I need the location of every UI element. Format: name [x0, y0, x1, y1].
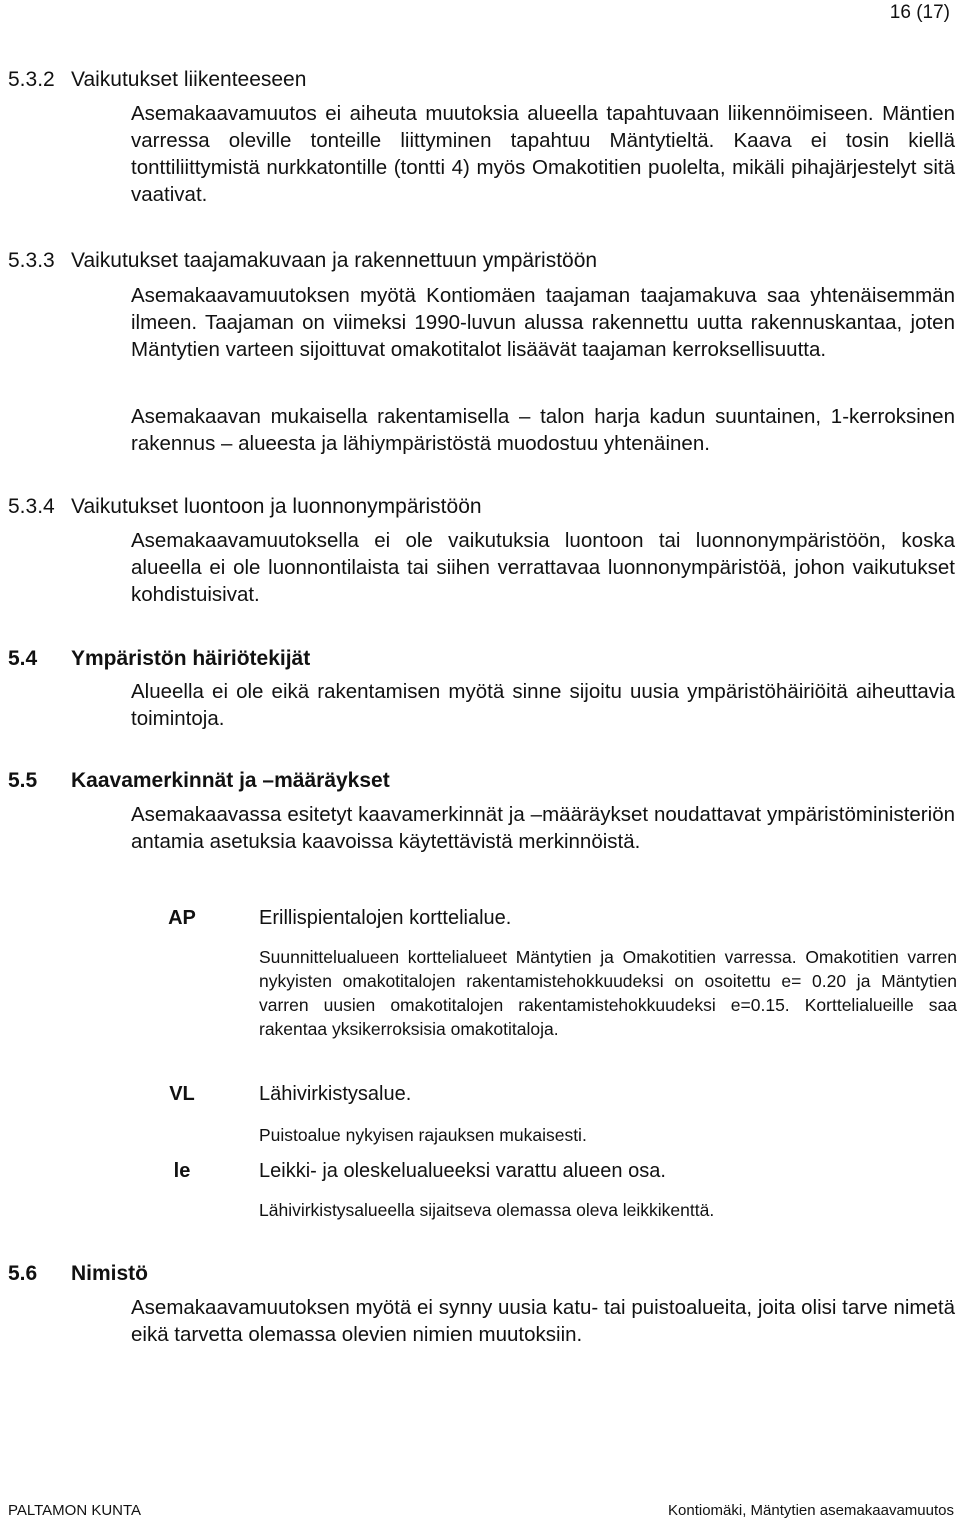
marking-code-vl: VL — [169, 1083, 195, 1105]
page-number: 16 (17) — [889, 2, 950, 23]
heading-5-3-2 — [8, 68, 306, 92]
heading-5-5 — [8, 769, 390, 793]
heading-5-4 — [8, 647, 310, 671]
heading-number: 5.5 — [8, 769, 38, 792]
marking-desc-ap: Suunnittelualueen korttelialueet Mäntytien ja Omakotitien varressa. Omakotitien varren nykyisten omakotitalojen rakentamistehokkuudeksi on osoitettu e= 0.20 ja Mäntytien varren uusien omakotitalojen rakentamistehokkuudeksi e=0.15. Korttelialueille saa rakentaa yksikerroksisia omakotitaloja. — [259, 947, 957, 1039]
paragraph-townscape-1: Asemakaavamuutoksen myötä Kontiomäen taajaman taajamakuva saa yhtenäisemmän ilmeen. Taajaman on viimeksi 1990-luvun alussa rakennettu uutta rakennuskantaa, joten Mäntytien varteen sijoittuvat omakotitalot lisäävät taajaman kerroksellisuutta. — [131, 284, 955, 361]
paragraph-traffic: Asemakaavamuutos ei aiheuta muutoksia alueella tapahtuvaan liikennöimiseen. Mäntien varressa oleville tonteille liittyminen tapahtuu Mäntytieltä. Kaava ei tosin kiellä tonttiliittymistä nurkkatontille (tontti 4) myös Omakotitien puolelta, mikäli pihajärjestelyt sitä vaativat. — [131, 102, 955, 206]
heading-number: 5.3.3 — [8, 249, 55, 272]
heading-number: 5.3.2 — [8, 68, 55, 91]
heading-title: Nimistö — [71, 1262, 149, 1285]
heading-5-6 — [8, 1262, 148, 1286]
heading-title: Vaikutukset taajamakuvaan ja rakennettuun ympäristöön — [71, 249, 598, 272]
paragraph-naming: Asemakaavamuutoksen myötä ei synny uusia katu- tai puistoalueita, joita olisi tarve nimetä eikä tarvetta olemassa olevien nimien muutoksiin. — [131, 1296, 955, 1346]
heading-number: 5.6 — [8, 1262, 38, 1285]
marking-desc-le: Lähivirkistysalueella sijaitseva olemassa oleva leikkikenttä. — [259, 1200, 715, 1220]
heading-5-3-3 — [8, 249, 597, 273]
paragraph-nature: Asemakaavamuutoksella ei ole vaikutuksia luontoon tai luonnonympäristöön, koska alueella ei ole luonnontilaista tai siihen verrattavaa luonnonympäristöä, johon vaikutukset kohdistuisivat. — [131, 529, 955, 606]
paragraph-disturbances: Alueella ei ole eikä rakentamisen myötä sinne sijoitu uusia ympäristöhäiriöitä aiheuttavia toimintoja. — [131, 680, 955, 730]
footer-right: Kontiomäki, Mäntytien asemakaavamuutos — [668, 1502, 954, 1519]
heading-title: Vaikutukset luontoon ja luonnonympäristöön — [71, 495, 482, 518]
heading-title: Kaavamerkinnät ja –määräykset — [71, 769, 390, 792]
marking-code-le: le — [173, 1160, 191, 1182]
paragraph-markings: Asemakaavassa esitetyt kaavamerkinnät ja –määräykset noudattavat ympäristöministeriön antamia asetuksia kaavoissa käytettävistä merkinnöistä. — [131, 803, 955, 853]
heading-title: Vaikutukset liikenteeseen — [71, 68, 307, 91]
marking-code-ap: AP — [168, 907, 196, 929]
footer-left: PALTAMON KUNTA — [8, 1502, 142, 1519]
marking-term-vl: Lähivirkistysalue. — [259, 1083, 412, 1105]
marking-desc-vl: Puistoalue nykyisen rajauksen mukaisesti. — [259, 1125, 587, 1145]
marking-term-le: Leikki- ja oleskelualueeksi varattu alueen osa. — [259, 1160, 666, 1182]
heading-number: 5.3.4 — [8, 495, 55, 518]
marking-term-ap: Erillispientalojen korttelialue. — [259, 907, 512, 929]
heading-number: 5.4 — [8, 647, 38, 670]
heading-title: Ympäristön häiriötekijät — [71, 647, 311, 670]
heading-5-3-4 — [8, 495, 482, 519]
paragraph-townscape-2: Asemakaavan mukaisella rakentamisella – talon harja kadun suuntainen, 1-kerroksinen rakennus – alueesta ja lähiympäristöstä muodostuu yhtenäinen. — [131, 405, 955, 455]
